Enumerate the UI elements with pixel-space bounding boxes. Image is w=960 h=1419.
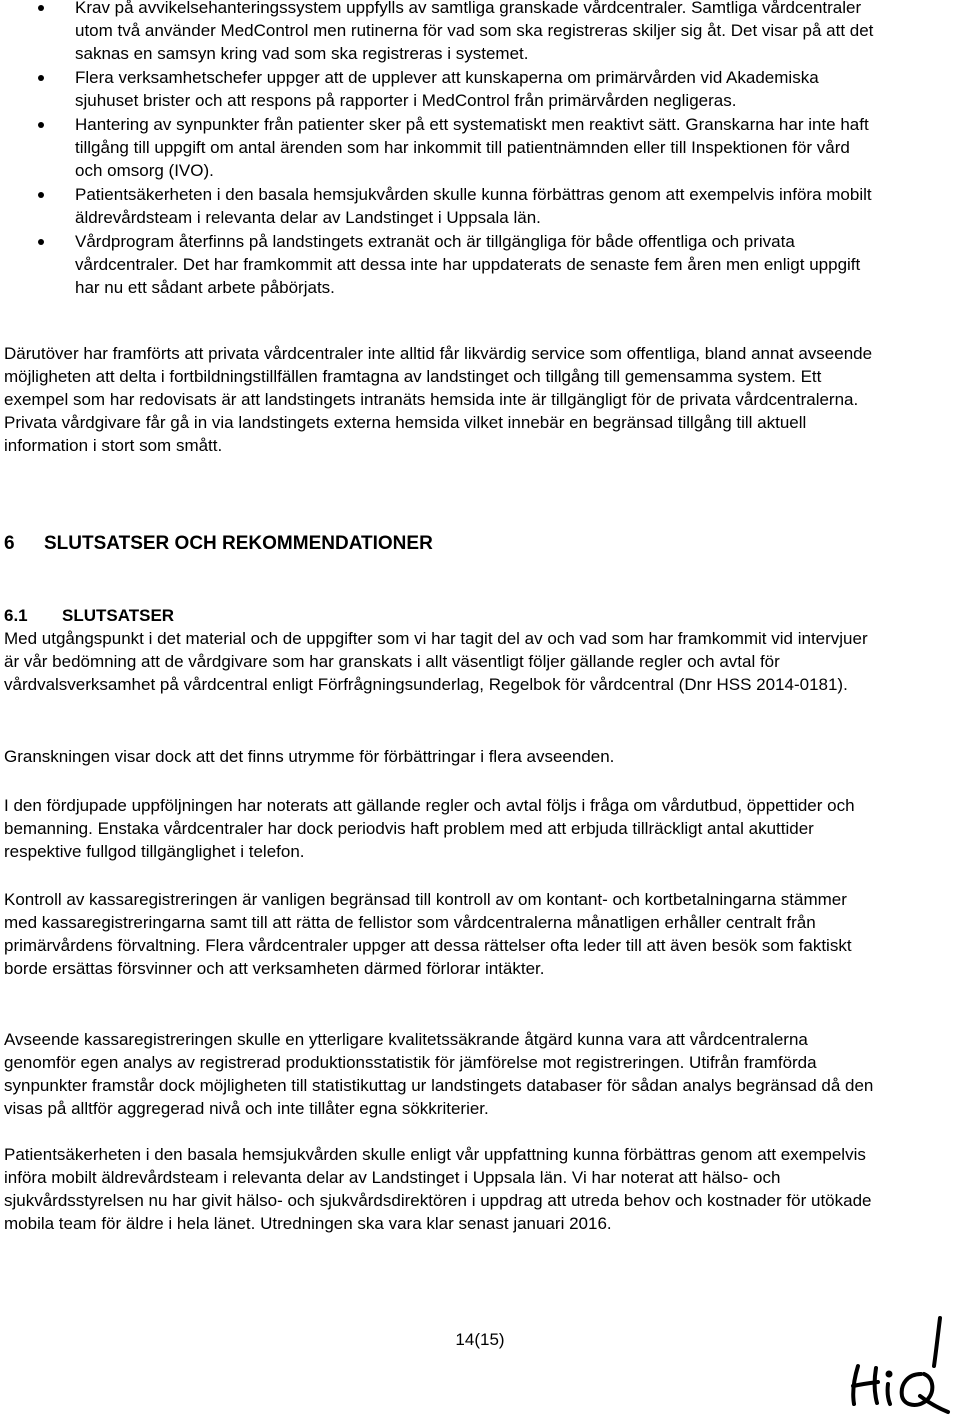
- paragraph-cash-register: Kontroll av kassaregistreringen är vanligen begränsad till kontroll av om kontant- och kortbetalningarna stämmer med kassaregistreringarna samt till att rätta de fellistor som vårdcentralerna månatligen erhåller centralt från primärvårdens förvaltning. Flera vårdcentraler uppger att dessa rättelser ofta leder till att även besök som faktiskt borde ersättas försvinner och att verksamheten därmed förlorar intäkter.: [4, 890, 852, 978]
- subsection-number: 6.1: [4, 606, 28, 625]
- paragraph-follow-up: I den fördjupade uppföljningen har noterats att gällande regler och avtal följs i fråga om vårdutbud, öppettider och bemanning. Enstaka vårdcentraler har dock periodvis haft problem med att erbjuda tillräckligt antal akuttider respektive fullgod tillgänglighet i telefon.: [4, 796, 855, 861]
- bullet-item-care-programs: Vårdprogram återfinns på landstingets extranät och är tillgängliga för både offentliga och privata vårdcentraler. Det har framkommit att dessa inte har uppdaterats de senaste fem åren men enligt uppgift har nu ett sådant arbete påbörjats.: [0, 230, 880, 299]
- bullet-item-primary-care-knowledge: Flera verksamhetschefer uppger att de upplever att kunskaperna om primärvården vid Akademiska sjuhuset brister och att respons på rapporter i MedControl från primärvården negligeras.: [0, 66, 880, 112]
- findings-bullet-list: [0, 0, 880, 300]
- page-number: 14(15): [455, 1330, 505, 1349]
- bullet-item-patient-feedback: Hantering av synpunkter från patienter sker på ett systematiskt men reaktivt sätt. Granskarna har inte haft tillgång till uppgift om antal ärenden som har inkommit till patientnämnden eller till Inspektionen för vård och omsorg (IVO).: [0, 113, 880, 182]
- bullet-item-patient-safety: Patientsäkerheten i den basala hemsjukvården skulle kunna förbättras genom att exempelvis införa mobilt äldrevårdsteam i relevanta delar av Landstinget i Uppsala län.: [0, 183, 880, 229]
- paragraph-quality-assurance: Avseende kassaregistreringen skulle en ytterligare kvalitetssäkrande åtgärd kunna vara att vårdcentralerna genomför egen analys av registrerad produktionsstatistik för jämförelse mot registreringen. Utifrån framförda synpunkter framstår dock möjligheten till statistikuttag ur landstingets databaser för sådan analys begränsad då den visas på alltför aggregerad nivå och inte tillåter egna sökkriterier.: [4, 1030, 874, 1118]
- bullet-item-deviation-system: Krav på avvikelsehanteringssystem uppfylls av samtliga granskade vårdcentraler. Samtliga vårdcentraler utom två använder MedControl men rutinerna för vad som ska registreras skiljer sig åt. Det visar på att det saknas en samsyn kring vad som ska registreras i systemet.: [0, 0, 880, 65]
- paragraph-home-care-safety: Patientsäkerheten i den basala hemsjukvården skulle enligt vår uppfattning kunna förbättras genom att exempelvis införa mobilt äldrevårdsteam i relevanta delar av Landstinget i Uppsala län. Vi har noterat att hälso- och sjukvårdsstyrelsen nu har givit hälso- och sjukvårdsdirektören i uppdrag att utreda behov och kostnader för utökade mobila team för äldre i hela länet. Utredningen ska vara klar senast januari 2016.: [4, 1145, 872, 1233]
- subsection-heading-6-1: [4, 604, 174, 627]
- subsection-title: SLUTSATSER: [62, 606, 175, 625]
- section-heading-6: [4, 532, 433, 555]
- section-number: 6: [4, 533, 15, 554]
- paragraph-improvements: Granskningen visar dock att det finns utrymme för förbättringar i flera avseenden.: [4, 747, 615, 766]
- hiq-logo: [840, 1304, 960, 1419]
- paragraph-assessment: Med utgångspunkt i det material och de uppgifter som vi har tagit del av och vad som har framkommit vid intervjuer är vår bedömning att de vårdgivare som har granskats i allt väsentligt följer gällande regler och avtal för vårdvalsverksamhet på vårdcentral enligt Förfrågningsunderlag, Regelbok för vårdcentral (Dnr HSS 2014-0181).: [4, 629, 868, 694]
- paragraph-private-centers: Därutöver har framförts att privata vårdcentraler inte alltid får likvärdig service som offentliga, bland annat avseende möjligheten att delta i fortbildningstillfällen framtagna av landstinget och tillgång till gemensamma system. Ett exempel som har redovisats är att landstingets intranäts hemsida inte är tillgängligt för de privata vårdcentralerna. Privata vårdgivare får gå in via landstingets externa hemsida vilket innebär en begränsad tillgång till aktuell information i stort som smått.: [4, 344, 873, 455]
- section-title: SLUTSATSER OCH REKOMMENDATIONER: [44, 533, 433, 554]
